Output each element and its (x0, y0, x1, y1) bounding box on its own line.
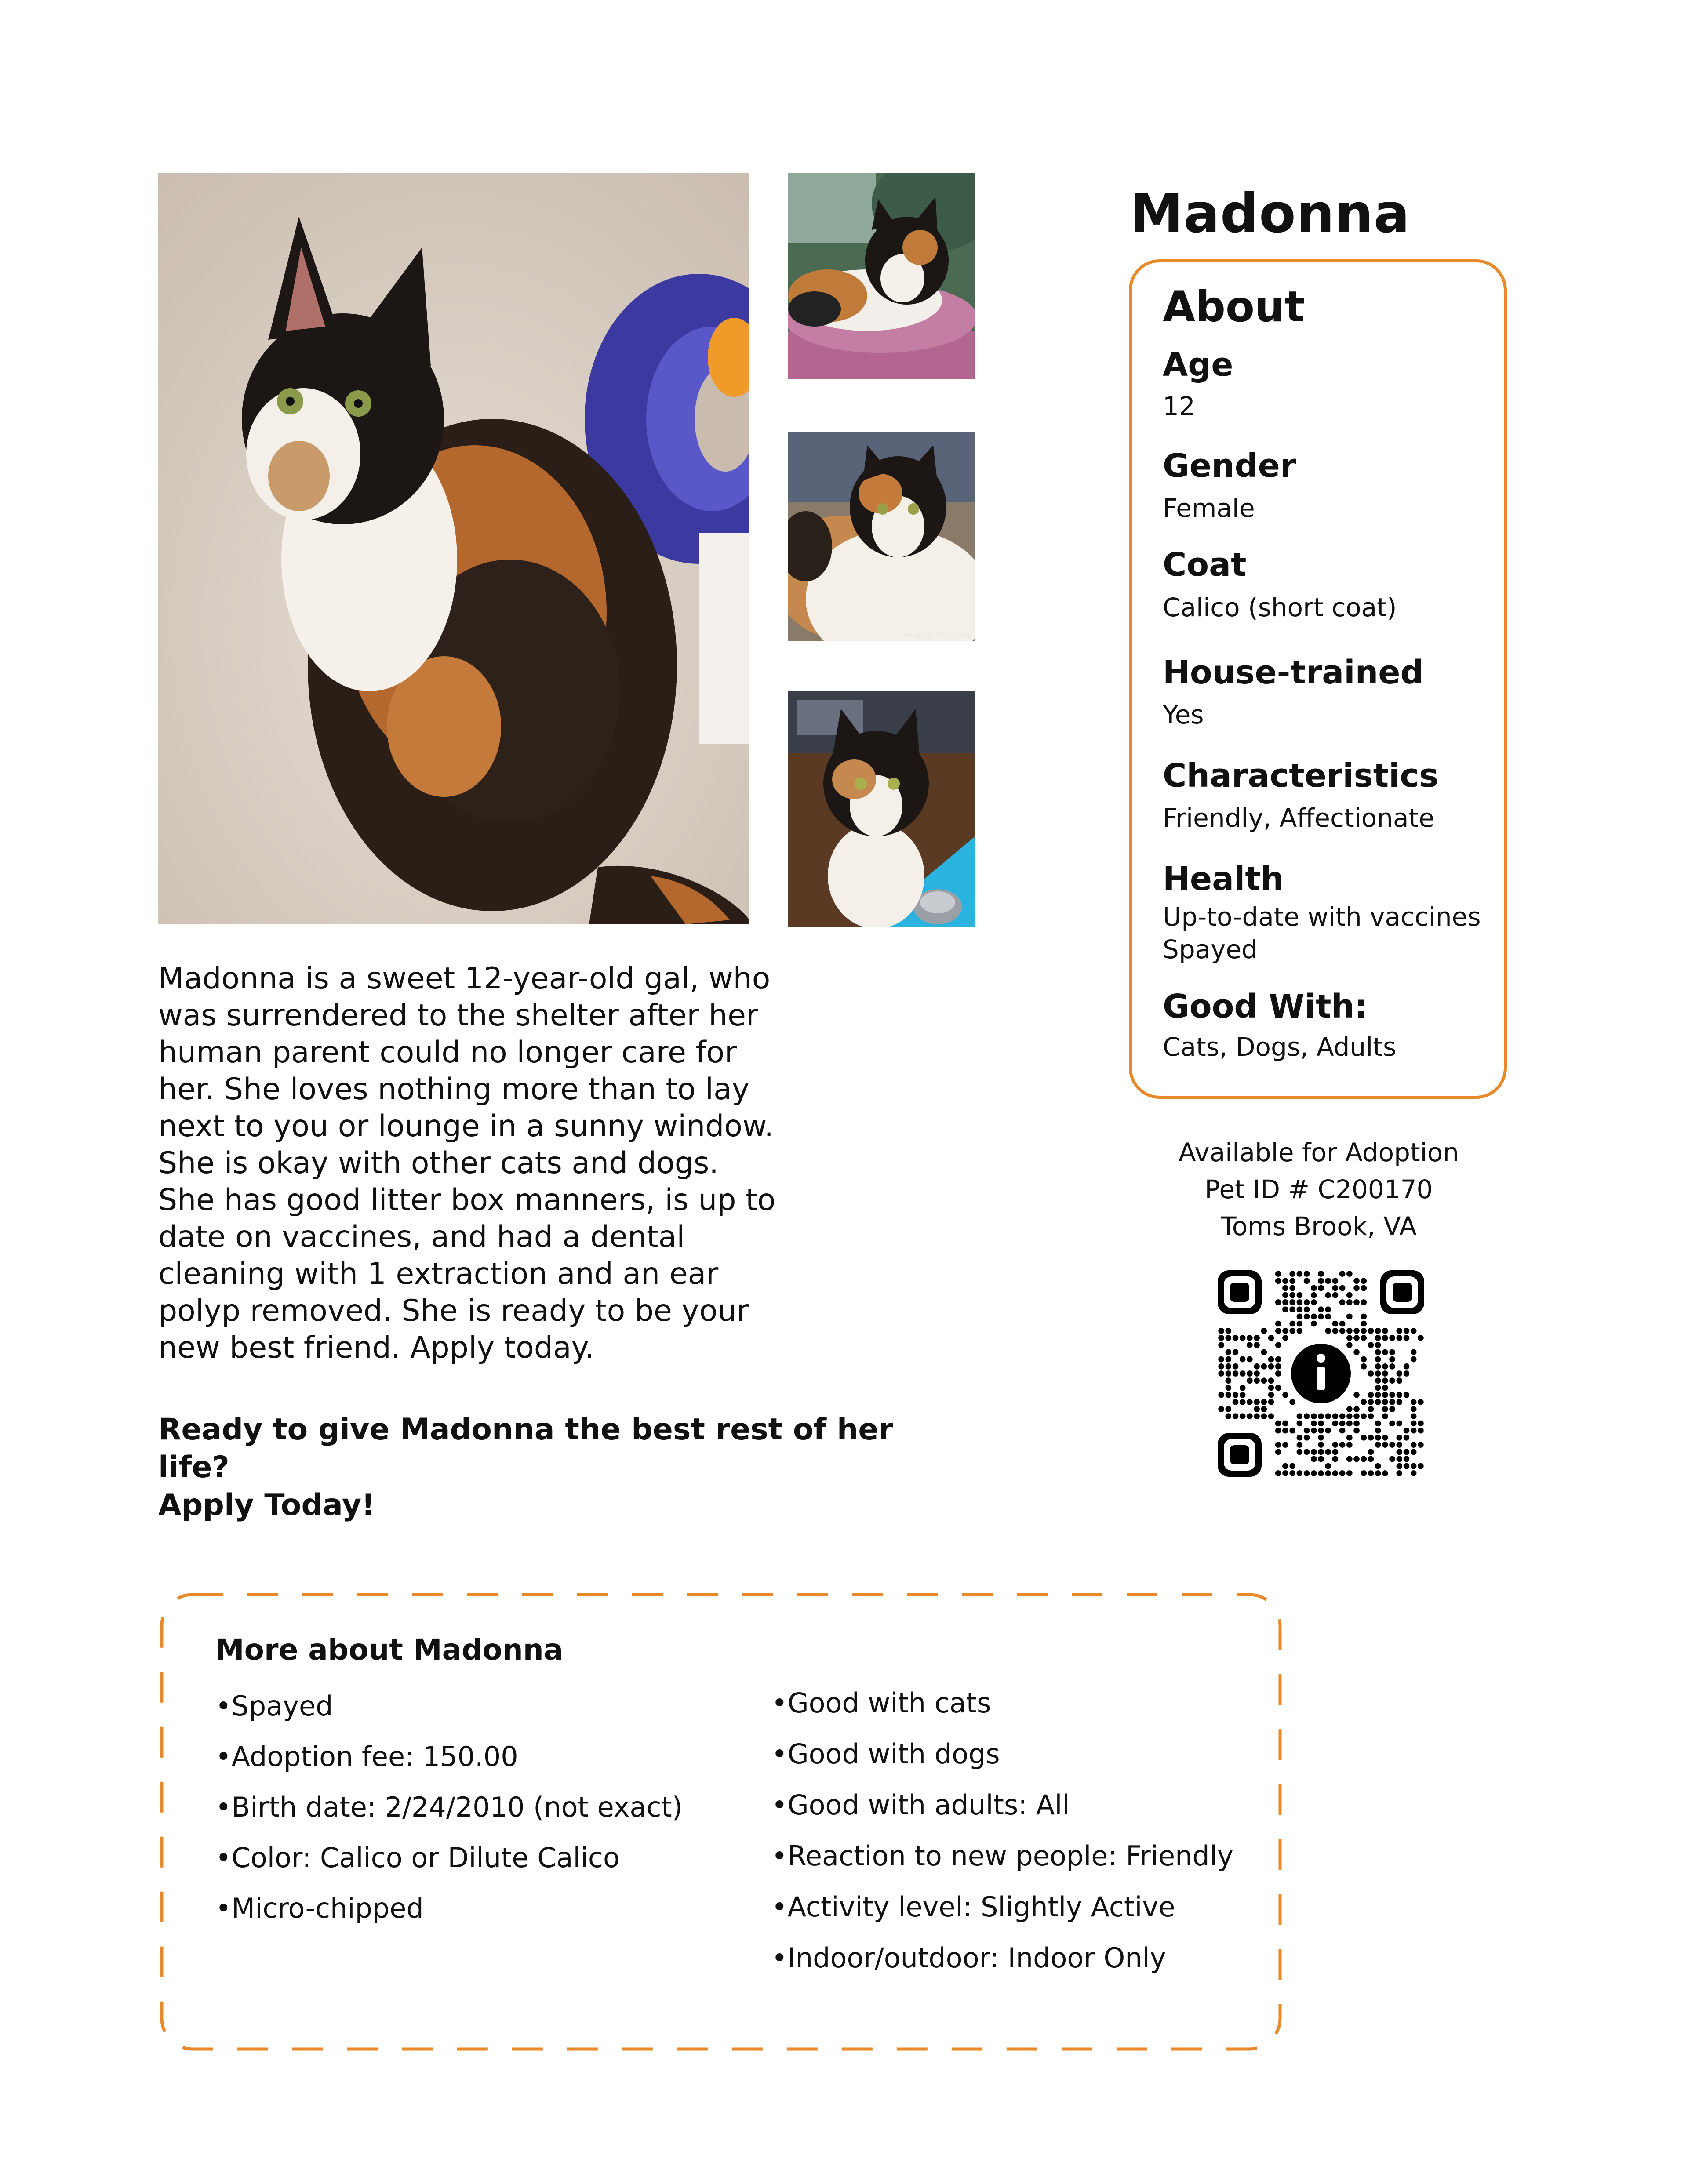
qr-code[interactable] (1218, 1270, 1424, 1477)
characteristics-value: Friendly, Affectionate (1163, 803, 1434, 833)
call-to-action: Ready to give Madonna the best rest of her life? Apply Today! (158, 1412, 893, 1523)
age-label: Age (1163, 346, 1233, 384)
qr-finder-bottom-left (1218, 1433, 1262, 1477)
availability-info (1130, 1134, 1508, 1245)
bullet-birth-date: •Birth date: 2/24/2010 (not exact) (215, 1791, 683, 1823)
characteristics-label: Characteristics (1163, 757, 1439, 795)
age-value: 12 (1163, 391, 1195, 421)
about-heading: About (1163, 282, 1305, 331)
photo-timestamp: March 19, 2023 10:00 (902, 632, 971, 639)
bullet-indoor-outdoor: •Indoor/outdoor: Indoor Only (771, 1942, 1166, 1974)
qr-finder-top-left (1218, 1270, 1262, 1314)
location: Toms Brook, VA (1221, 1211, 1417, 1241)
bullet-good-with-cats: •Good with cats (771, 1687, 991, 1719)
more-about-heading: More about Madonna (215, 1633, 564, 1667)
coat-label: Coat (1163, 546, 1247, 584)
health-value: Up-to-date with vaccines Spayed (1163, 902, 1481, 964)
bullet-color: •Color: Calico or Dilute Calico (215, 1842, 620, 1874)
bullet-adoption-fee: •Adoption fee: 150.00 (215, 1741, 518, 1773)
qr-finder-top-right (1380, 1270, 1424, 1314)
gender-value: Female (1163, 493, 1255, 523)
bullet-activity-level: •Activity level: Slightly Active (771, 1891, 1175, 1923)
coat-value: Calico (short coat) (1163, 592, 1397, 622)
bullet-good-with-adults: •Good with adults: All (771, 1789, 1070, 1821)
availability-status: Available for Adoption (1178, 1137, 1459, 1167)
gender-label: Gender (1163, 447, 1296, 485)
pet-bio: Madonna is a sweet 12-year-old gal, who was surrendered to the shelter after her human parent could no longer care for her. She loves nothing more than to lay next to you or lounge in a sunny window. She is okay with other cats and dogs. She has good litter box manners, is up to date on vaccines, and had a dental cleaning with 1 extraction and an ear polyp removed. She is ready to be your new best friend. Apply today. (158, 961, 776, 1365)
bullet-micro-chipped: •Micro-chipped (215, 1892, 424, 1924)
bullet-reaction-new-people: •Reaction to new people: Friendly (771, 1840, 1233, 1872)
main-cat-photo (158, 173, 749, 924)
thumbnail-photo-2[interactable] (788, 432, 975, 641)
thumbnail-photo-1[interactable] (788, 173, 975, 379)
about-card (1129, 259, 1507, 1099)
health-label: Health (1163, 860, 1284, 898)
good-with-value: Cats, Dogs, Adults (1163, 1032, 1397, 1062)
bullet-good-with-dogs: •Good with dogs (771, 1738, 1000, 1770)
house-trained-value: Yes (1163, 700, 1204, 730)
bullet-spayed: •Spayed (215, 1690, 333, 1722)
pet-id: Pet ID # C200170 (1204, 1174, 1433, 1204)
pet-name-heading: Madonna (1130, 182, 1410, 245)
thumbnail-photo-3[interactable] (788, 691, 975, 927)
good-with-label: Good With: (1163, 988, 1368, 1025)
house-trained-label: House-trained (1163, 654, 1424, 691)
